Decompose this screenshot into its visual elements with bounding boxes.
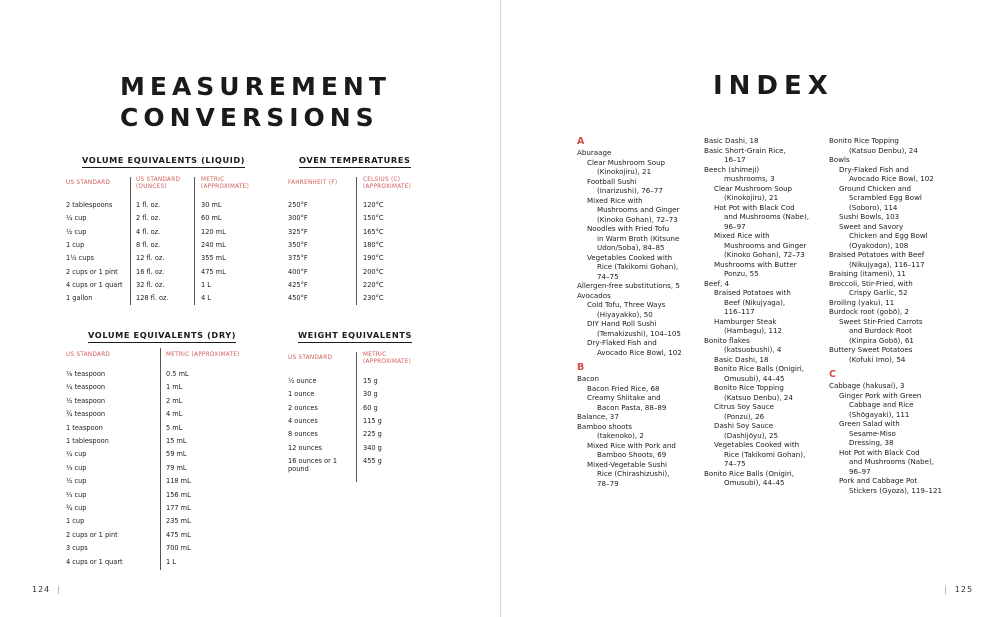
index-entry: Bonito Rice Balls (Onigiri,: [704, 468, 795, 478]
table-cell: ⅛ teaspoon: [66, 370, 106, 378]
index-entry: (katsuobushi), 4: [724, 345, 782, 354]
table-cell: 8 fl. oz.: [136, 241, 161, 250]
index-entry: 116–117: [724, 307, 755, 316]
table-cell: 2 fl. oz.: [136, 214, 161, 223]
index-entry: 96–97: [849, 466, 871, 476]
index-entry: (Temakizushi), 104–105: [597, 328, 681, 338]
folio-number: 124: [32, 585, 51, 594]
index-entry: Bonito Rice Balls (Onigiri,: [714, 364, 805, 373]
index-entry: and Mushrooms (Nabe),: [724, 212, 810, 221]
index-entry: 96–97: [724, 221, 746, 231]
table-cell: 300°F: [288, 214, 308, 223]
index-letter-heading: A: [577, 136, 585, 147]
table-cell: ½ ounce: [288, 377, 317, 385]
table-cell: 2 mL: [166, 396, 183, 405]
index-entry: Bonito Rice Topping: [829, 136, 899, 145]
table-cell: 128 fl. oz.: [136, 294, 169, 303]
table-cell: ½ cup: [66, 477, 87, 486]
index-entry: Rice (Takikomi Gohan),: [597, 262, 679, 271]
oven-table: [288, 155, 418, 315]
index-entry: Udon/Soba), 84–85: [597, 243, 665, 252]
table-cell: 30 mL: [201, 201, 222, 209]
index-entry: Dry-Flaked Fish and: [839, 164, 909, 174]
index-entry: (Soboro), 114: [849, 202, 898, 212]
index-entry: (Katsuo Denbu), 24: [724, 392, 793, 402]
table-cell: 120 mL: [201, 227, 226, 236]
index-entry: Omusubi), 44–45: [724, 373, 785, 383]
index-entry: Balance, 37: [577, 412, 619, 421]
table-cell: 1 mL: [166, 383, 183, 392]
index-entry: Cabbage (hakusai), 3: [829, 381, 905, 390]
index-entry: Sweet and Savory: [839, 221, 904, 231]
table-cell: 1½ cups: [66, 254, 95, 263]
index-entry: Noodles with Fried Tofu: [587, 224, 670, 233]
table-cell: 2 cups or 1 pint: [66, 267, 118, 276]
index-entry: (Ponzu), 26: [724, 411, 765, 421]
index-entry: Buttery Sweet Potatoes: [829, 345, 913, 354]
index-entry: (Kinpira Gobō), 61: [849, 335, 914, 345]
table-cell: 1 fl. oz.: [136, 201, 161, 209]
index-entry: Rice (Chirashizushi),: [597, 469, 670, 478]
folio-divider: |: [53, 585, 62, 594]
table-cell: 1 ounce: [288, 390, 315, 399]
weight-divider: [356, 352, 357, 482]
table-cell: 30 g: [363, 390, 378, 399]
index-entry: Braising (itameni), 11: [829, 269, 906, 278]
index-entry: Citrus Soy Sauce: [714, 402, 774, 411]
index-entry: and Burdock Root: [849, 326, 912, 335]
liquid-table-title: VOLUME EQUIVALENTS (LIQUID): [82, 155, 245, 168]
table-cell: 150°C: [363, 214, 384, 223]
table-cell: 4 L: [201, 294, 211, 303]
index-entry: (Kinokojiru), 21: [724, 193, 779, 202]
index-entry: Beech (shimeji): [704, 164, 760, 174]
index-entry: Vegetables Cooked with: [714, 440, 800, 449]
liquid-divider-2: [194, 177, 195, 305]
index-entry: Beef (Nikujyaga),: [724, 297, 786, 307]
index-entry: (Katsuo Denbu), 24: [849, 145, 918, 155]
index-entry: Rice (Takikomi Gohan),: [724, 449, 806, 459]
index-entry: Basic Dashi, 18: [714, 354, 769, 364]
table-cell: 190°C: [363, 254, 384, 263]
index-column-2: [704, 136, 809, 488]
table-cell: 340 g: [363, 443, 382, 452]
index-entry: (Inarizushi), 76–77: [597, 186, 663, 195]
table-cell: 4 fl. oz.: [136, 227, 161, 236]
table-cell: 15 mL: [166, 437, 187, 445]
index-entry: Sushi Bowls, 103: [839, 212, 900, 221]
index-column-1: [577, 136, 682, 488]
index-entry: Avocados: [577, 290, 611, 300]
table-cell: 325°F: [288, 227, 308, 236]
table-cell: 118 mL: [166, 477, 191, 486]
index-entry: Football Sushi: [587, 176, 637, 186]
liquid-header-metric: METRIC (APPROXIMATE): [201, 177, 250, 190]
dry-table-title: VOLUME EQUIVALENTS (DRY): [88, 330, 236, 343]
table-cell: 59 mL: [166, 450, 187, 459]
table-cell: 475 mL: [201, 267, 226, 276]
table-cell: 375°F: [288, 254, 308, 263]
table-cell: 4 ounces: [288, 417, 318, 426]
index-entry: Green Salad with: [839, 419, 900, 428]
table-cell: 32 fl. oz.: [136, 281, 165, 290]
index-column-3: [829, 136, 942, 495]
table-cell: 156 mL: [166, 490, 191, 499]
index-entry: Dry-Flaked Fish and: [587, 338, 657, 347]
table-cell: 115 g: [363, 417, 382, 426]
liquid-header-us: US STANDARD: [66, 180, 111, 186]
table-cell: 230°C: [363, 294, 384, 303]
dry-header-metric: METRIC (APPROXIMATE): [166, 352, 240, 358]
table-cell: 4 mL: [166, 410, 183, 419]
index-entry: Cold Tofu, Three Ways: [587, 300, 666, 309]
weight-table: [288, 330, 418, 490]
index-entry: (Hiyayakko), 50: [597, 309, 653, 319]
right-page: [501, 0, 1000, 617]
index-entry: 74–75: [597, 271, 619, 281]
table-cell: 12 fl. oz.: [136, 254, 165, 263]
table-cell: 200°C: [363, 267, 384, 276]
index-entry: Cabbage and Rice: [849, 400, 914, 409]
liquid-header-oz: US STANDARD (OUNCES): [136, 177, 181, 190]
title-line-2: CONVERSIONS: [120, 103, 379, 132]
table-cell: 15 g: [363, 377, 378, 385]
table-cell: 220°C: [363, 281, 384, 290]
table-cell: ⅓ cup: [66, 463, 87, 472]
table-cell: 79 mL: [166, 463, 187, 472]
dry-divider: [160, 348, 161, 570]
page-title: [120, 71, 391, 133]
index-entry: Sweet Stir-Fried Carrots: [839, 316, 923, 326]
table-cell: 16 fl. oz.: [136, 267, 165, 276]
index-entry: Hamburger Steak: [714, 316, 777, 326]
index-entry: (Shōgayaki), 111: [849, 409, 910, 419]
index-entry: Clear Mushroom Soup: [714, 183, 793, 193]
table-cell: 425°F: [288, 281, 308, 290]
index-entry: Mixed Rice with: [587, 195, 643, 205]
index-entry: Basic Short-Grain Rice,: [704, 145, 786, 155]
index-entry: Ground Chicken and: [839, 183, 911, 193]
table-cell: 2 tablespoons: [66, 201, 113, 209]
oven-divider: [356, 177, 357, 305]
index-title: INDEX: [713, 71, 834, 101]
index-entry: Scrambled Egg Bowl: [849, 193, 922, 202]
index-entry: Mixed Rice with Pork and: [587, 440, 676, 450]
index-entry: Ginger Pork with Green: [839, 390, 922, 400]
index-entry: Basic Dashi, 18: [704, 136, 759, 145]
index-entry: Allergen-free substitutions, 5: [577, 281, 680, 290]
oven-header-c: CELSIUS (C) (APPROXIMATE): [363, 177, 412, 190]
table-cell: 400°F: [288, 267, 308, 276]
index-entry: 78–79: [597, 478, 619, 488]
index-entry: DIY Hand Roll Sushi: [587, 319, 657, 328]
index-entry: Broiling (yaku), 11: [829, 297, 895, 307]
table-cell: ¾ cup: [66, 504, 87, 512]
index-entry: Clear Mushroom Soup: [587, 157, 666, 167]
table-cell: ¼ cup: [66, 450, 87, 459]
table-cell: 350°F: [288, 241, 308, 250]
index-entry: Bamboo Shoots, 69: [597, 450, 667, 459]
table-cell: 60 g: [363, 403, 378, 412]
table-cell: 250°F: [288, 201, 308, 209]
table-cell: ½ teaspoon: [66, 396, 106, 405]
index-entry: Sesame-Miso: [849, 428, 896, 438]
index-entry: (takenoko), 2: [597, 431, 644, 440]
index-entry: mushrooms, 3: [724, 174, 775, 183]
index-entry: (Kinoko Gohan), 72–73: [724, 250, 805, 259]
table-cell: 3 cups: [66, 544, 88, 553]
table-cell: 0.5 mL: [166, 370, 189, 378]
index-entry: Omusubi), 44–45: [724, 478, 785, 487]
index-entry: Braised Potatoes with Beef: [829, 250, 925, 259]
table-cell: 4 cups or 1 quart: [66, 281, 123, 290]
weight-header-metric: METRIC (APPROXIMATE): [363, 352, 412, 365]
index-entry: Crispy Garlic, 52: [849, 288, 908, 297]
table-cell: 2 cups or 1 pint: [66, 530, 118, 539]
table-cell: ¼ cup: [66, 214, 87, 223]
oven-table-title: OVEN TEMPERATURES: [299, 155, 411, 168]
table-cell: ¾ teaspoon: [66, 410, 106, 419]
index-entry: Burdock root (gobō), 2: [829, 307, 909, 316]
index-entry: Creamy Shiitake and: [587, 393, 661, 402]
weight-table-title: WEIGHT EQUIVALENTS: [298, 330, 412, 343]
index-entry: (Dashijōyu), 25: [724, 430, 779, 440]
index-entry: Bonito Rice Topping: [714, 383, 784, 392]
table-cell: 8 ounces: [288, 430, 318, 439]
index-entry: (Nikujyaga), 116–117: [849, 259, 925, 269]
table-cell: 120°C: [363, 201, 384, 209]
table-cell: 5 mL: [166, 423, 183, 432]
index-entry: Mushrooms and Ginger: [597, 205, 680, 214]
table-cell: 60 mL: [201, 214, 222, 223]
index-entry: Mushrooms with Butter: [714, 259, 797, 269]
table-cell: 1 teaspoon: [66, 423, 103, 432]
index-entry: Braised Potatoes with: [714, 288, 791, 297]
index-entry: Bamboo shoots: [577, 421, 632, 431]
table-cell: 1 gallon: [66, 294, 93, 303]
table-cell: 225 g: [363, 430, 382, 439]
table-cell: ¼ teaspoon: [66, 383, 106, 392]
index-entry: Avocado Rice Bowl, 102: [597, 347, 682, 357]
index-entry: (Kinoko Gohan), 72–73: [597, 214, 678, 224]
table-cell: 177 mL: [166, 504, 191, 512]
index-entry: Mixed Rice with: [714, 231, 770, 240]
page-number-left: [32, 585, 61, 594]
table-cell: 1 cup: [66, 517, 85, 526]
index-entry: Mixed-Vegetable Sushi: [587, 459, 667, 469]
index-entry: Vegetables Cooked with: [587, 252, 673, 262]
index-letter-heading: B: [577, 362, 585, 373]
index-entry: Bacon Fried Rice, 68: [587, 383, 660, 393]
index-entry: Hot Pot with Black Cod: [839, 447, 920, 457]
index-entry: (Oyakodon), 108: [849, 240, 909, 250]
index-entry: Hot Pot with Black Cod: [714, 202, 795, 212]
index-entry: Bacon Pasta, 88–89: [597, 402, 667, 412]
index-entry: Dashi Soy Sauce: [714, 421, 774, 430]
liquid-table: [66, 155, 266, 315]
index-entry: in Warm Broth (Kitsune: [597, 233, 680, 243]
table-cell: 1 tablespoon: [66, 437, 109, 445]
table-cell: 1 L: [201, 281, 211, 290]
index-entry: Aburaage: [577, 148, 612, 157]
table-cell: 450°F: [288, 294, 308, 303]
index-entry: Dressing, 38: [849, 438, 894, 447]
index-entry: (Kinokojiru), 21: [597, 167, 652, 176]
index-entry: Stickers (Gyoza), 119–121: [849, 485, 943, 495]
index-entry: Beef, 4: [704, 278, 730, 288]
index-entry: and Mushrooms (Nabe),: [849, 457, 935, 466]
index-entry: Broccoli, Stir-Fried, with: [829, 278, 913, 288]
index-entry: Mushrooms and Ginger: [724, 240, 807, 250]
table-cell: 4 cups or 1 quart: [66, 557, 123, 566]
index-entry: Bacon: [577, 374, 599, 383]
table-cell: 235 mL: [166, 517, 191, 526]
table-cell: 455 g: [363, 457, 382, 466]
table-cell: 165°C: [363, 227, 384, 236]
index-entry: Chicken and Egg Bowl: [849, 231, 928, 240]
index-entry: Bowls: [829, 155, 850, 164]
index-entry: Ponzu, 55: [724, 269, 759, 278]
index-entry: Avocado Rice Bowl, 102: [849, 174, 934, 183]
title-line-1: MEASUREMENT: [120, 72, 391, 101]
table-cell: 1 L: [166, 557, 176, 566]
folio-divider: |: [944, 585, 952, 594]
oven-header-f: FAHRENHEIT (F): [288, 180, 338, 186]
dry-header-us: US STANDARD: [66, 352, 111, 358]
table-cell: ⅔ cup: [66, 490, 87, 499]
table-cell: 1 cup: [66, 241, 85, 250]
table-cell: 475 mL: [166, 530, 191, 539]
index-entry: Bonito flakes: [704, 335, 750, 345]
weight-header-us: US STANDARD: [288, 355, 333, 361]
table-cell: 180°C: [363, 241, 384, 250]
index-entry: (Hambagu), 112: [724, 326, 783, 335]
dry-table: [66, 330, 266, 575]
table-cell: ½ cup: [66, 227, 87, 236]
index-entry: Pork and Cabbage Pot: [839, 476, 918, 485]
table-cell: 355 mL: [201, 254, 226, 263]
index-entry: 74–75: [724, 459, 746, 468]
table-cell: 240 mL: [201, 241, 226, 250]
table-cell: 16 ounces or 1 pound: [288, 457, 338, 474]
index-entry: 16–17: [724, 155, 746, 164]
table-cell: 2 ounces: [288, 403, 318, 412]
index-entry: (Kofuki Imo), 54: [849, 354, 906, 364]
table-cell: 700 mL: [166, 544, 191, 553]
liquid-divider-1: [130, 177, 131, 305]
table-cell: 12 ounces: [288, 443, 322, 452]
folio-number: 125: [954, 585, 974, 594]
index-letter-heading: C: [829, 369, 836, 380]
page-number-right: [944, 585, 973, 594]
